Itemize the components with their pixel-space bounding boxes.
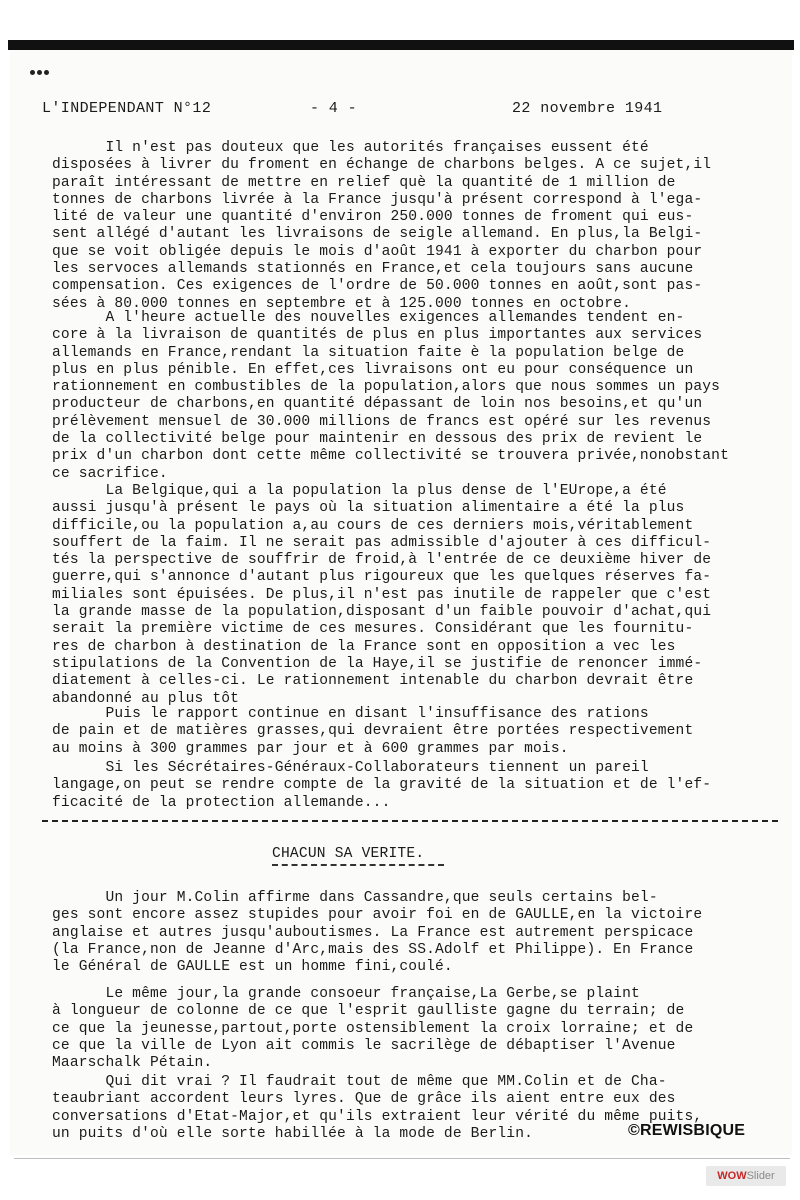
title-underline [272,864,444,866]
text-line: de pain et de matières grasses,qui devraient être portées respectivement [52,723,694,740]
text-line: plus en plus pénible. En effet,ces livraisons ont eu pour conséquence un [52,361,694,378]
text-line: ges sont encore assez stupides pour avoir foi en de GAULLE,en la victoire [52,907,703,924]
wowslider-wow: WOW [717,1170,747,1182]
scan-top-edge [8,40,794,50]
text-line: A l'heure actuelle des nouvelles exigences allemandes tendent en- [52,310,685,326]
text-line: que se voit obligée depuis le mois d'août 1941 à exporter du charbon pour [52,243,703,260]
text-line: de la collectivité belge pour maintenir en dessous des prix de revient le [52,431,703,448]
text-line: (la France,non de Jeanne d'Arc,mais des SS.Adolf et Philippe). En France [52,941,694,958]
text-line: compensation. Ces exigences de l'ordre de 50.000 tonnes en août,sont pas- [52,278,703,295]
text-line: rationnement en combustibles de la population,alors que nous sommes un pays [52,379,721,396]
text-line: ce que la ville de Lyon ait commis le sacrilège de débaptiser l'Avenue [52,1037,676,1054]
text-line: res de charbon à destination de la France sont en opposition a vec les [52,638,676,655]
text-line: teaubriant accordent leurs lyres. Que de grâce ils aient entre eux des [52,1091,676,1108]
wowslider-badge[interactable] [706,1166,786,1186]
text-line: anglaise et autres jusqu'auboutismes. La France est autrement perspicace [52,924,694,941]
text-line: Si les Sécrétaires-Généraux-Collaborateurs tiennent un pareil [52,760,649,776]
text-line: diatement à celles-ci. Le rationnement intenable du charbon devrait être [52,673,694,690]
text-line: langage,on peut se rendre compte de la gravité de la situation et de l'ef- [52,777,712,794]
text-line: stipulations de la Convention de la Haye,il se justifie de renoncer immé- [52,655,703,672]
text-line: Puis le rapport continue en disant l'insuffisance des rations [52,706,649,722]
text-line: tés la perspective de souffrir de froid,à l'entrée de ce deuxième hiver de [52,552,712,569]
text-line: core à la livraison de quantités de plus en plus importantes aux services [52,327,703,344]
section-paragraph-1 [52,890,772,976]
section-title-text: CHACUN SA VERITE. [272,846,425,862]
text-line: le Général de GAULLE est un homme fini,coulé. [52,959,453,976]
text-line: producteur de charbons,en quantité dépassant de loin nos besoins,et qu'un [52,396,703,413]
copyright-watermark: ©REWISBIQUE [628,1122,746,1139]
text-line: miliales sont épuisées. De plus,il n'est pas inutile de rappeler que c'est [52,586,712,603]
paragraph-4 [52,706,772,758]
section-title [272,846,444,866]
text-line: Maarschalk Pétain. [52,1055,213,1072]
text-line: conversations d'Etat-Major,et qu'ils extraient leur vérité du même puits, [52,1108,703,1125]
text-line: au moins à 300 grammes par jour et à 600 grammes par mois. [52,740,569,757]
text-line: sent allégé d'autant les livraisons de seigle allemand. En plus,la Belgi- [52,226,703,243]
text-line: lité de valeur une quantité d'environ 250.000 tonnes de froment qui eus- [52,209,694,226]
wowslider-slider: Slider [746,1170,775,1182]
text-line: ficacité de la protection allemande... [52,794,391,811]
text-line: Qui dit vrai ? Il faudrait tout de même que MM.Colin et de Cha- [52,1074,667,1090]
paragraph-3 [52,483,772,708]
section-paragraph-2 [52,986,772,1072]
text-line: disposées à livrer du froment en échange de charbons belges. A ce sujet,il [52,157,712,174]
text-line: à longueur de colonne de ce que l'esprit gaulliste gagne du terrain; de [52,1003,685,1020]
ink-marks [30,70,50,76]
text-line: prix d'un charbon dont cette même collectivité se trouvera privée,nonobstant [52,448,729,465]
text-line: un puits d'où elle sorte habillée à la mode de Berlin. [52,1125,534,1142]
text-line: guerre,qui s'annonce d'autant plus rigoureux que les quelques réserves fa- [52,569,712,586]
text-line: abandonné au plus tôt [52,690,240,707]
text-line: Il n'est pas douteux que les autorités françaises eussent été [52,140,649,156]
text-line: La Belgique,qui a la population la plus dense de l'EUrope,a été [52,483,667,499]
page-bottom-edge [14,1158,790,1159]
paragraph-2 [52,310,772,483]
text-line: sées à 80.000 tonnes en septembre et à 125.000 tonnes en octobre. [52,295,631,312]
text-line: difficile,ou la population a,au cours de ces derniers mois,véritablement [52,517,694,534]
paragraph-5 [52,760,772,812]
text-line: serait la première victime de ces mesures. Considérant que les fournitu- [52,621,694,638]
text-line: aussi jusqu'à présent le pays où la situation alimentaire a été la plus [52,500,685,517]
text-line: la grande masse de la population,disposant d'un faible pouvoir d'achat,qui [52,604,712,621]
paragraph-1 [52,140,772,313]
text-line: allemands en France,rendant la situation faite è la population belge de [52,344,685,361]
page-header [42,100,682,122]
issue-date: 22 novembre 1941 [512,100,663,117]
text-line: paraît intéressant de mettre en relief què la quantité de 1 million de [52,174,676,191]
text-line: tonnes de charbons livrée à la France jusqu'à présent correspond à l'ega- [52,191,703,208]
section-divider [42,820,778,822]
text-line: prélèvement mensuel de 30.000 millions de francs est opéré sur les revenus [52,413,712,430]
page-number: - 4 - [310,100,358,117]
text-line: Le même jour,la grande consoeur française,La Gerbe,se plaint [52,986,640,1002]
text-line: ce que la jeunesse,partout,porte ostensiblement la croix lorraine; et de [52,1020,694,1037]
text-line: les servoces allemands stationnés en France,et cela toujours sans aucune [52,261,694,278]
publication-name: L'INDEPENDANT N°12 [42,100,212,117]
text-line: ce sacrifice. [52,465,168,482]
text-line: souffert de la faim. Il ne serait pas admissible d'ajouter à ces difficul- [52,534,712,551]
text-line: Un jour M.Colin affirme dans Cassandre,que seuls certains bel- [52,890,658,906]
